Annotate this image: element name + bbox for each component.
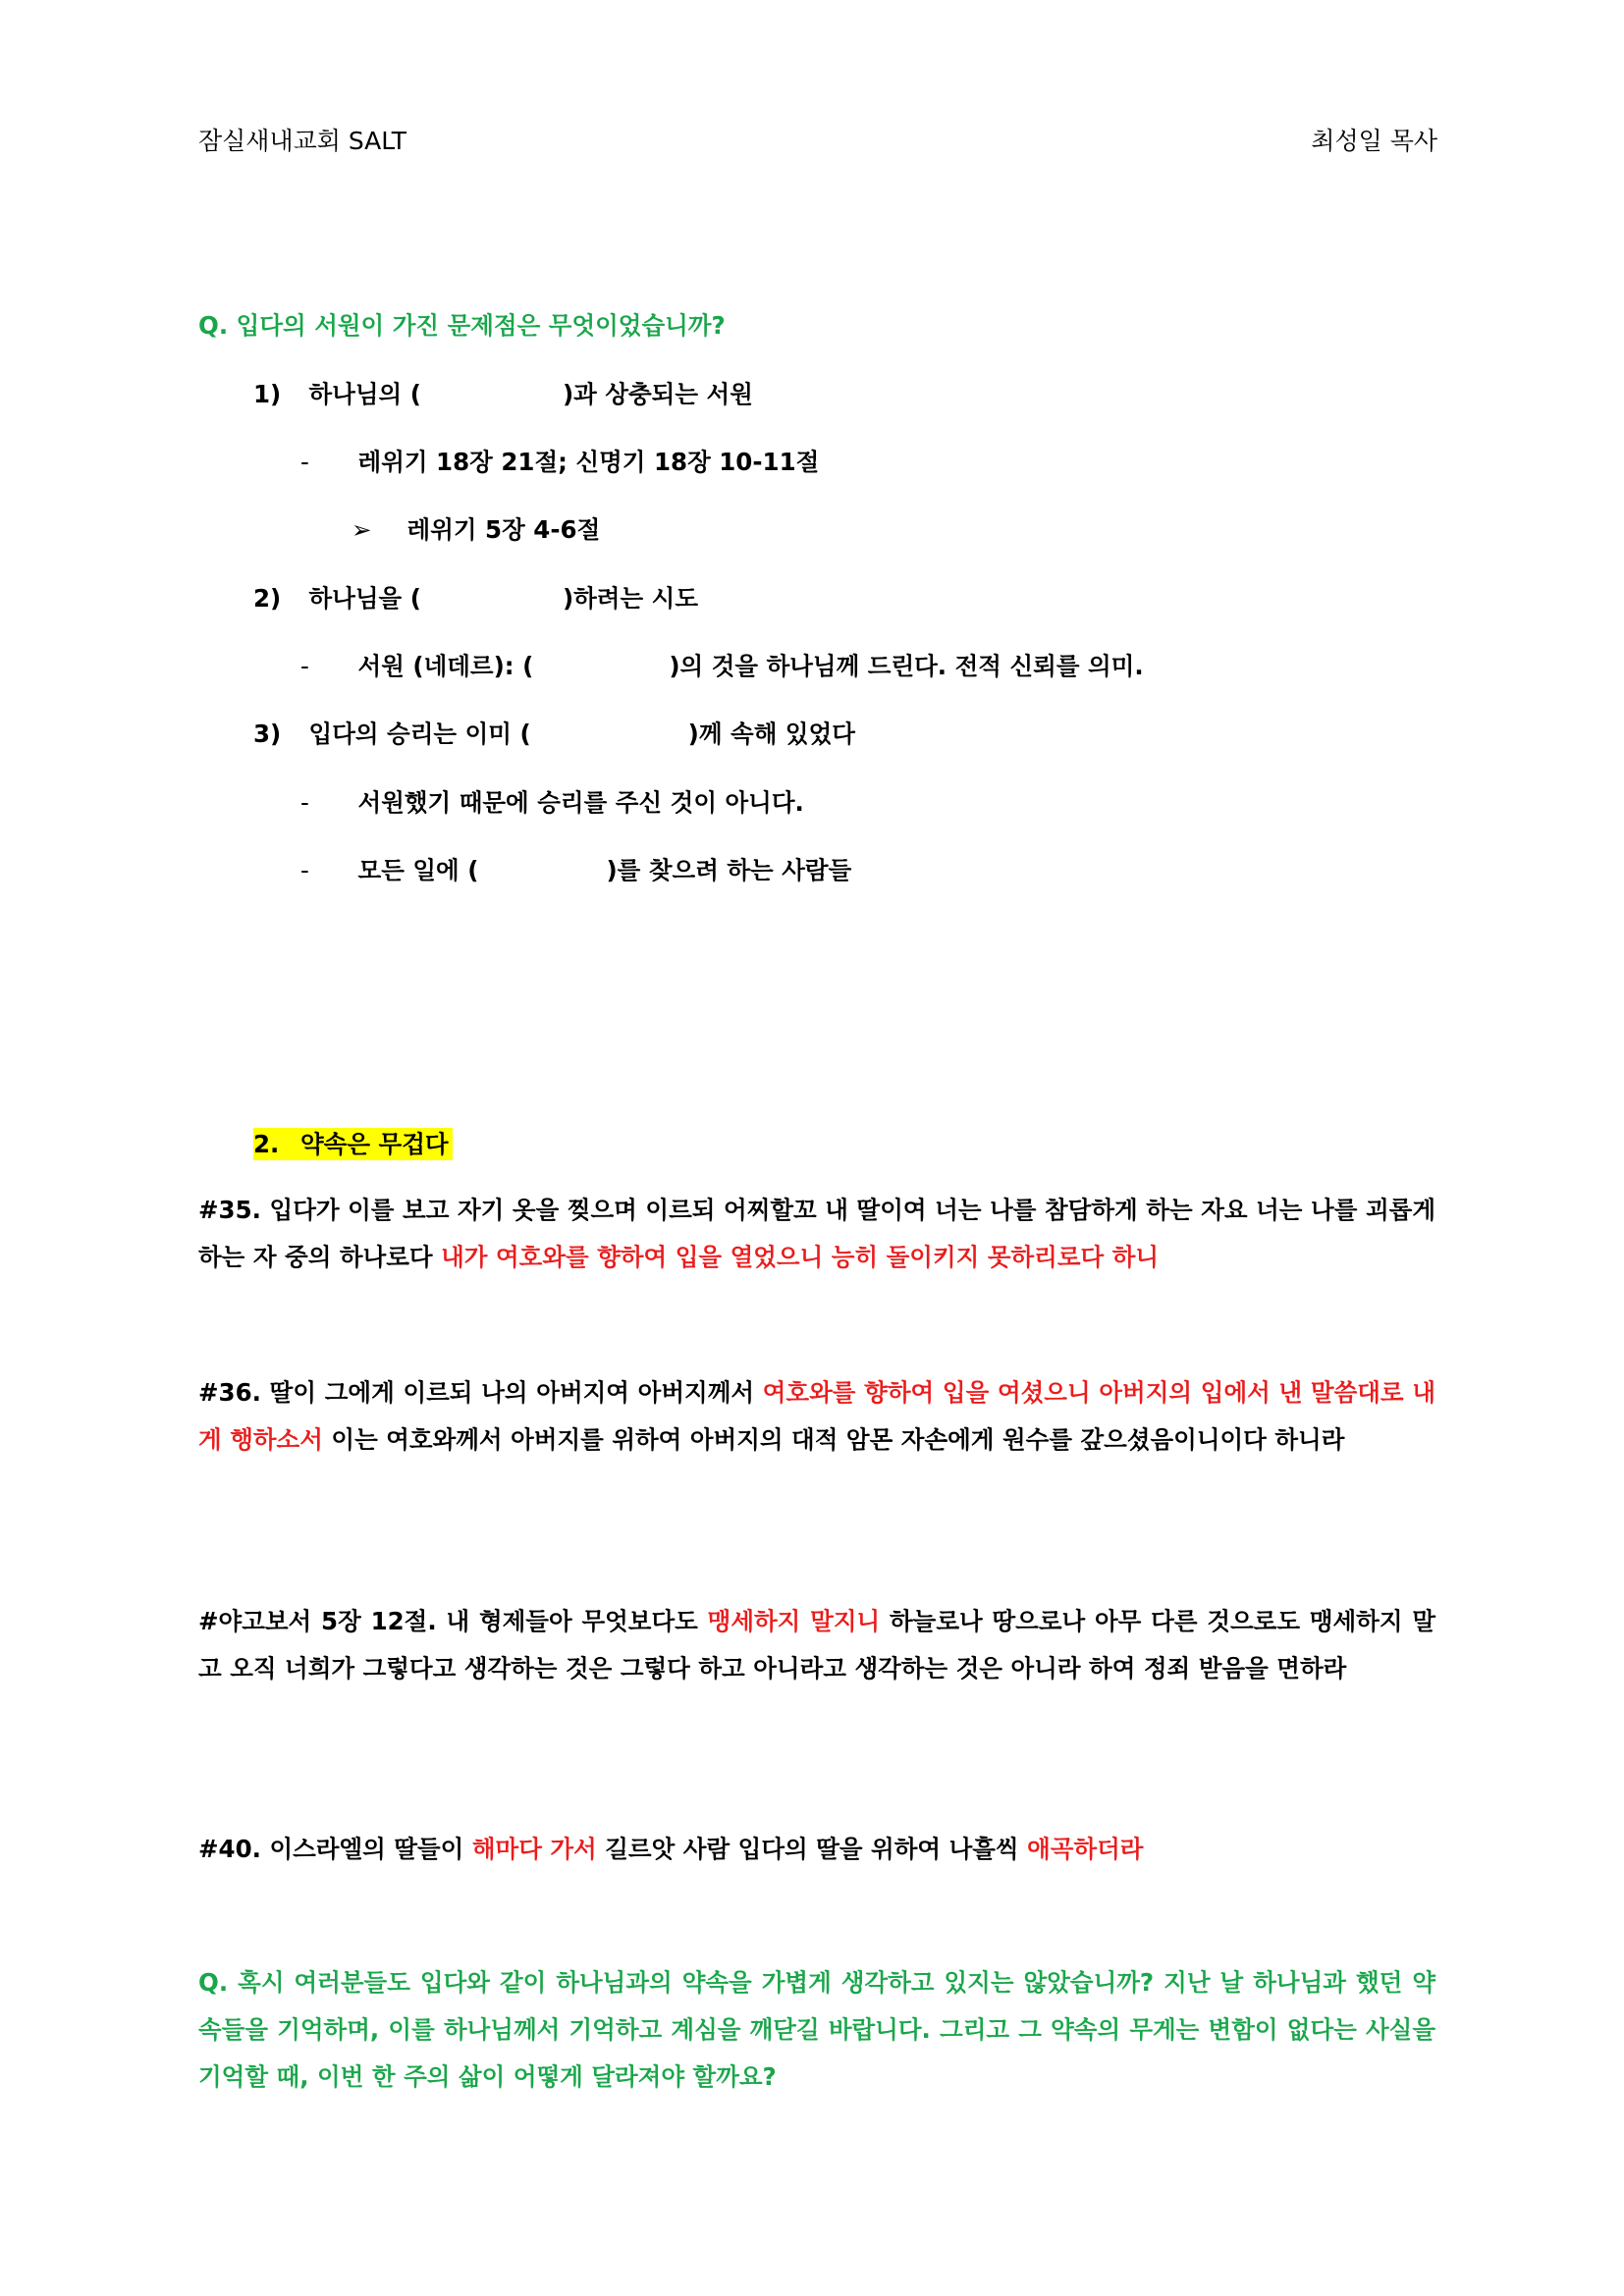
item-text-start: 하나님을 ( bbox=[308, 584, 421, 613]
james-text-end: 하늘로나 땅으로나 아무 다른 것으로도 맹세하지 말고 오직 너희가 그렇다고 생각하는 것은 그렇다 하고 아니라고 생각하는 것은 아니라 하여 정죄 받음을 면하라 bbox=[198, 1607, 1436, 1682]
section-number: 2. bbox=[253, 1130, 280, 1158]
outline-item-1 bbox=[253, 376, 753, 410]
outline-item-1-subsub bbox=[352, 511, 600, 546]
section-2-heading bbox=[253, 1126, 453, 1160]
question-2: Q. 혹시 여러분들도 입다와 같이 하나님과의 약속을 가볍게 생각하고 있지는 않았습니까? 지난 날 하나님과 했던 약속들을 기억하며, 이를 하나님께서 기억하고 계심을 깨닫길 바랍니다. 그리고 그 약속의 무게는 변함이 없다는 사실을 기억할 때, 이번 한 주의 삶이 어떻게 달라져야 할까요? bbox=[198, 1968, 1435, 2091]
item-text-end: )하려는 시도 bbox=[562, 584, 698, 613]
sub-text: 레위기 18장 21절; 신명기 18장 10-11절 bbox=[357, 448, 820, 476]
sub-text-end: )를 찾으려 하는 사람들 bbox=[606, 856, 852, 884]
verse-40-red-text-1: 해마다 가서 bbox=[471, 1835, 597, 1863]
dash-bullet: - bbox=[300, 448, 309, 476]
james-red-text: 맹세하지 말지니 bbox=[707, 1607, 881, 1635]
verse-35-red-text: 내가 여호와를 향하여 입을 열었으니 능히 돌이키지 못하리로다 하니 bbox=[441, 1243, 1160, 1271]
highlighted-heading bbox=[253, 1128, 453, 1160]
section-title: 약속은 무겁다 bbox=[300, 1130, 449, 1158]
verse-35-text: #35. 입다가 이를 보고 자기 옷을 찢으며 이르되 어찌할꼬 내 딸이여 너는 나를 참담하게 하는 자요 너는 나를 괴롭게 하는 자 중의 하나로다 bbox=[198, 1196, 1435, 1271]
sub-text-start: 서원 (네데르): ( bbox=[357, 652, 534, 680]
james-text-start: #야고보서 5장 12절. 내 형제들아 무엇보다도 bbox=[198, 1607, 708, 1635]
item-number: 3) bbox=[253, 720, 282, 748]
outline-item-3 bbox=[253, 716, 855, 750]
verse-36-text-start: #36. 딸이 그에게 이르되 나의 아버지여 아버지께서 bbox=[198, 1378, 763, 1407]
outline-item-1-sub bbox=[300, 444, 819, 478]
header-church-name: 잠실새내교회 SALT bbox=[198, 127, 407, 155]
outline-item-2 bbox=[253, 580, 698, 614]
james-5-12 bbox=[198, 1598, 1435, 1692]
dash-bullet: - bbox=[300, 788, 309, 817]
item-number: 1) bbox=[253, 380, 282, 408]
dash-bullet: - bbox=[300, 856, 309, 884]
verse-36-red-text: 여호와를 향하여 입을 여셨으니 아버지의 입에서 낸 말씀대로 내게 행하소서 bbox=[198, 1378, 1435, 1454]
dash-bullet: - bbox=[300, 652, 309, 680]
subsub-text: 레위기 5장 4-6절 bbox=[406, 515, 601, 544]
sub-text-start: 모든 일에 ( bbox=[357, 856, 479, 884]
verse-36 bbox=[198, 1369, 1435, 1464]
verse-40 bbox=[198, 1826, 1435, 1873]
arrow-bullet-icon: ➢ bbox=[352, 515, 372, 544]
verse-40-red-text-2: 애곡하더라 bbox=[1027, 1835, 1144, 1863]
item-text-end: )과 상충되는 서원 bbox=[562, 380, 753, 408]
header-pastor-name: 최성일 목사 bbox=[1311, 127, 1437, 155]
outline-item-3-sub-1 bbox=[300, 784, 804, 819]
outline-item-3-sub-2 bbox=[300, 852, 851, 886]
verse-40-text-mid: 길르앗 사람 입다의 딸을 위하여 나흘씩 bbox=[596, 1835, 1028, 1863]
sub-text: 서원했기 때문에 승리를 주신 것이 아니다. bbox=[357, 788, 804, 817]
verse-35 bbox=[198, 1187, 1435, 1281]
item-number: 2) bbox=[253, 584, 282, 613]
verse-40-text-start: #40. 이스라엘의 딸들이 bbox=[198, 1835, 472, 1863]
outline-item-2-sub bbox=[300, 648, 1144, 682]
item-text-end: )께 속해 있었다 bbox=[687, 720, 855, 748]
question-1: Q. 입다의 서원이 가진 문제점은 무엇이었습니까? bbox=[198, 311, 726, 340]
verse-36-text-end: 이는 여호와께서 아버지를 위하여 아버지의 대적 암몬 자손에게 원수를 갚으셨음이니이다 하니라 bbox=[322, 1425, 1345, 1454]
item-text-start: 하나님의 ( bbox=[308, 380, 421, 408]
item-text-start: 입다의 승리는 이미 ( bbox=[308, 720, 531, 748]
sub-text-end: )의 것을 하나님께 드린다. 전적 신뢰를 의미. bbox=[669, 652, 1144, 680]
